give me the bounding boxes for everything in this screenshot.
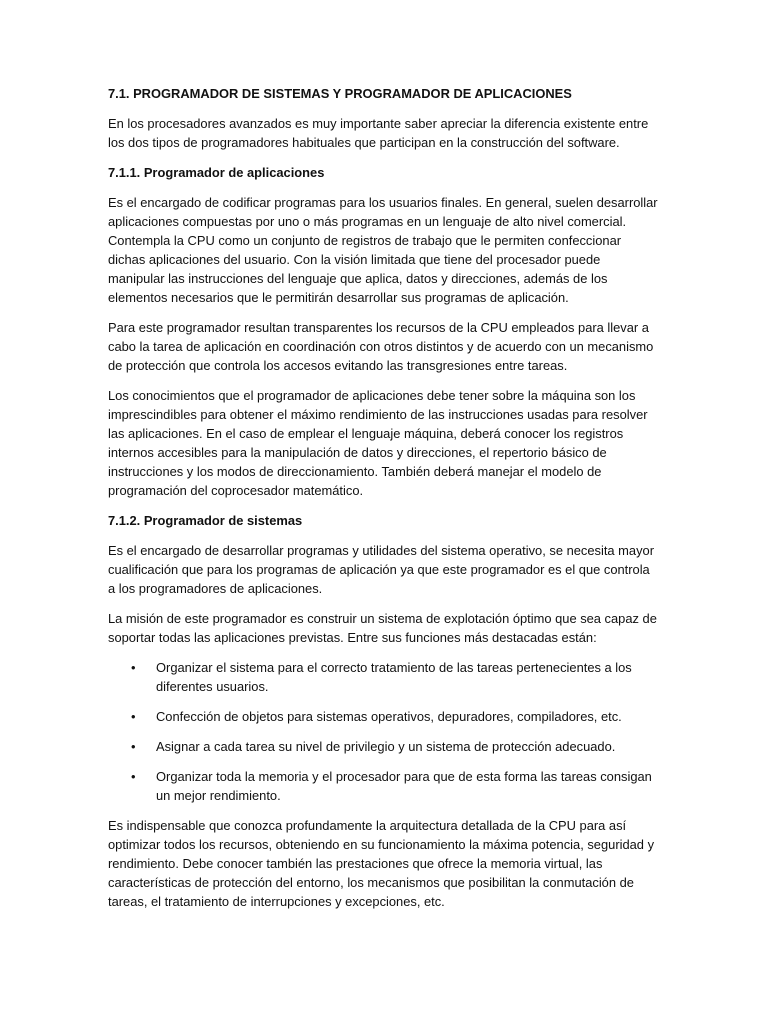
applications-paragraph-1: Es el encargado de codificar programas para los usuarios finales. En general, suelen desarrollar aplicaciones compuestas por uno o más programas en un lenguaje de alto nivel comercial. Contempla la CPU como un conjunto de registros de trabajo que le permiten confeccionar dichas aplicaciones del usuario. Con la visión limitada que tiene del procesador puede manipular las instrucciones del lenguaje que aplica, datos y direcciones, además de los elementos necesarios que le permitirán desarrollar sus programas de aplicación.: [108, 195, 658, 305]
document-page: [108, 84, 658, 922]
section-heading: 7.1. PROGRAMADOR DE SISTEMAS Y PROGRAMADOR DE APLICACIONES: [108, 86, 572, 101]
list-item-text: Asignar a cada tarea su nivel de privilegio y un sistema de protección adecuado.: [156, 739, 616, 754]
systems-paragraph-2: La misión de este programador es construir un sistema de explotación óptimo que sea capaz de soportar todas las aplicaciones previstas. Entre sus funciones más destacadas están:: [108, 611, 657, 645]
functions-list: [108, 658, 658, 805]
list-item-text: Organizar el sistema para el correcto tratamiento de las tareas pertenecientes a los diferentes usuarios.: [156, 660, 632, 694]
bullet-icon: •: [131, 709, 136, 724]
list-item: [108, 707, 658, 726]
bullet-icon: •: [131, 769, 136, 784]
systems-paragraph-3: Es indispensable que conozca profundamente la arquitectura detallada de la CPU para así optimizar todos los recursos, obteniendo en su funcionamiento la máxima potencia, seguridad y rendimiento. Debe conocer también las prestaciones que ofrece la memoria virtual, las características de protección del entorno, los mecanismos que posibilitan la conmutación de tareas, el tratamiento de interrupciones y excepciones, etc.: [108, 818, 655, 909]
list-item: [108, 767, 658, 805]
list-item: [108, 737, 658, 756]
list-item: [108, 658, 658, 696]
applications-paragraph-2: Para este programador resultan transparentes los recursos de la CPU empleados para llevar a cabo la tarea de aplicación en coordinación con otros distintos y de acuerdo con un mecanismo de protección que controla los accesos evitando las transgresiones entre tareas.: [108, 320, 654, 373]
subsection-heading-applications: 7.1.1. Programador de aplicaciones: [108, 165, 325, 180]
bullet-icon: •: [131, 739, 136, 754]
list-item-text: Organizar toda la memoria y el procesador para que de esta forma las tareas consigan un mejor rendimiento.: [156, 769, 652, 803]
intro-paragraph: En los procesadores avanzados es muy importante saber apreciar la diferencia existente entre los dos tipos de programadores habituales que participan en la construcción del software.: [108, 116, 649, 150]
list-item-text: Confección de objetos para sistemas operativos, depuradores, compiladores, etc.: [156, 709, 622, 724]
systems-paragraph-1: Es el encargado de desarrollar programas y utilidades del sistema operativo, se necesita mayor cualificación que para los programas de aplicación ya que este programador es el que controla a los programadores de aplicaciones.: [108, 543, 654, 596]
applications-paragraph-3: Los conocimientos que el programador de aplicaciones debe tener sobre la máquina son los imprescindibles para obtener el máximo rendimiento de las instrucciones usadas para resolver las aplicaciones. En el caso de emplear el lenguaje máquina, deberá conocer los registros internos accesibles para la manipulación de datos y direcciones, el repertorio básico de instrucciones y los modos de direccionamiento. También deberá manejar el modelo de programación del coprocesador matemático.: [108, 388, 648, 498]
subsection-heading-systems: 7.1.2. Programador de sistemas: [108, 513, 303, 528]
bullet-icon: •: [131, 660, 136, 675]
